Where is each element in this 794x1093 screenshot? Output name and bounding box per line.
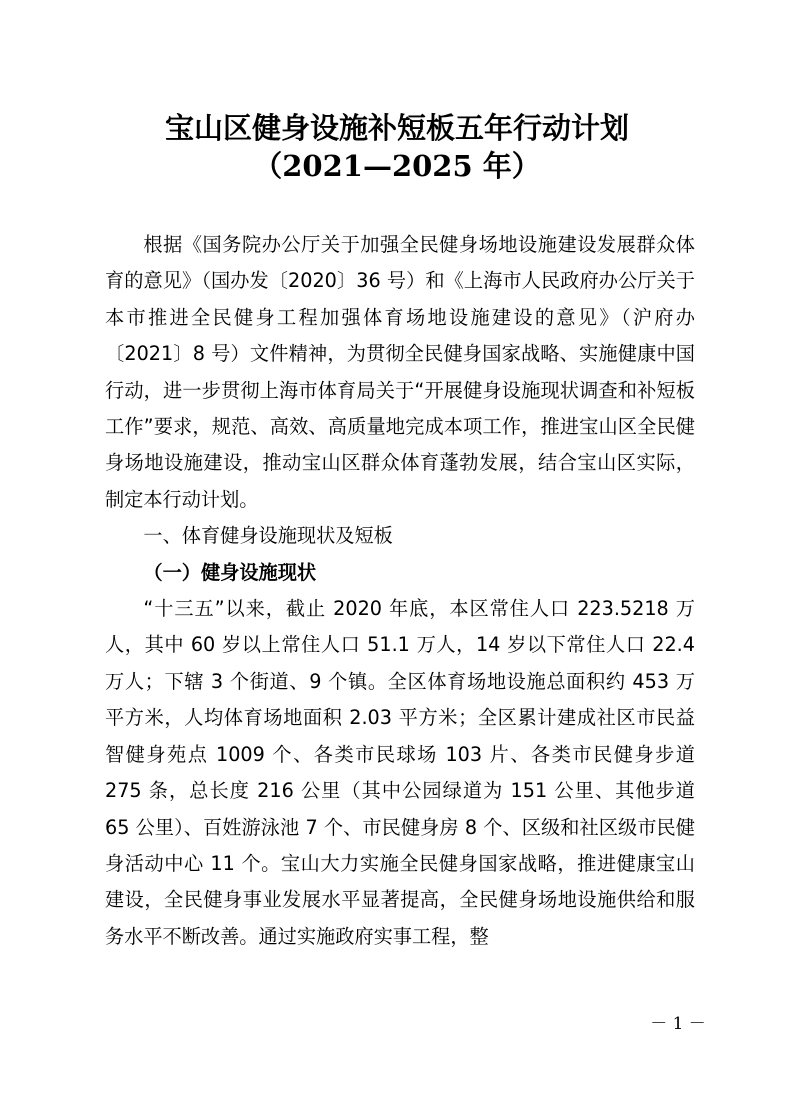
intro-paragraph: 根据《国务院办公厅关于加强全民健身场地设施建设发展群众体育的意见》（国办发〔2020〕36 号）和《上海市人民政府办公厅关于本市推进全民健身工程加强体育场地设施建设的意见》（沪府办〔2021〕8 号）文件精神，为贯彻全民健身国家战略、实施健康中国行动，进一步贯彻上海市体育局关于“开展健身设施现状调查和补短板工作”要求，规范、高效、高质量地完成本项工作，推进宝山区全民健身场地设施建设，推动宝山区群众体育蓬勃发展，结合宝山区实际，制定本行动计划。 [105,233,695,511]
status-paragraph: “十三五”以来，截止 2020 年底，本区常住人口 223.5218 万人，其中 60 岁以上常住人口 51.1 万人，14 岁以下常住人口 22.4 万人；下辖 3 个街道、9 个镇。全区体育场地设施总面积约 453 万平方米，人均体育场地面积 2.03 平方米；全区累计建成社区市民益智健身苑点 1009 个、各类市民球场 103 片、各类市民健身步道 275 条，总长度 216 公里（其中公园绿道为 151 公里、其他步道 65 公里）、百姓游泳池 7 个、市民健身房 8 个、区级和社区级市民健身活动中心 11 个。宝山大力实施全民健身国家战略，推进健康宝山建设，全民健身事业发展水平显著提高，全民健身场地设施供给和服务水平不断改善。通过实施政府实事工程，整 [105,597,695,948]
document-title: 宝山区健身设施补短板五年行动计划 [164,111,629,145]
document-body [105,227,695,955]
document-subtitle-years: （2021—2025 年） [253,149,541,183]
subsection-heading: （一）健身设施现状 [143,560,317,584]
section-heading: 一、体育健身设施现状及短板 [143,524,393,548]
page-number: － 1 － [650,1014,706,1034]
